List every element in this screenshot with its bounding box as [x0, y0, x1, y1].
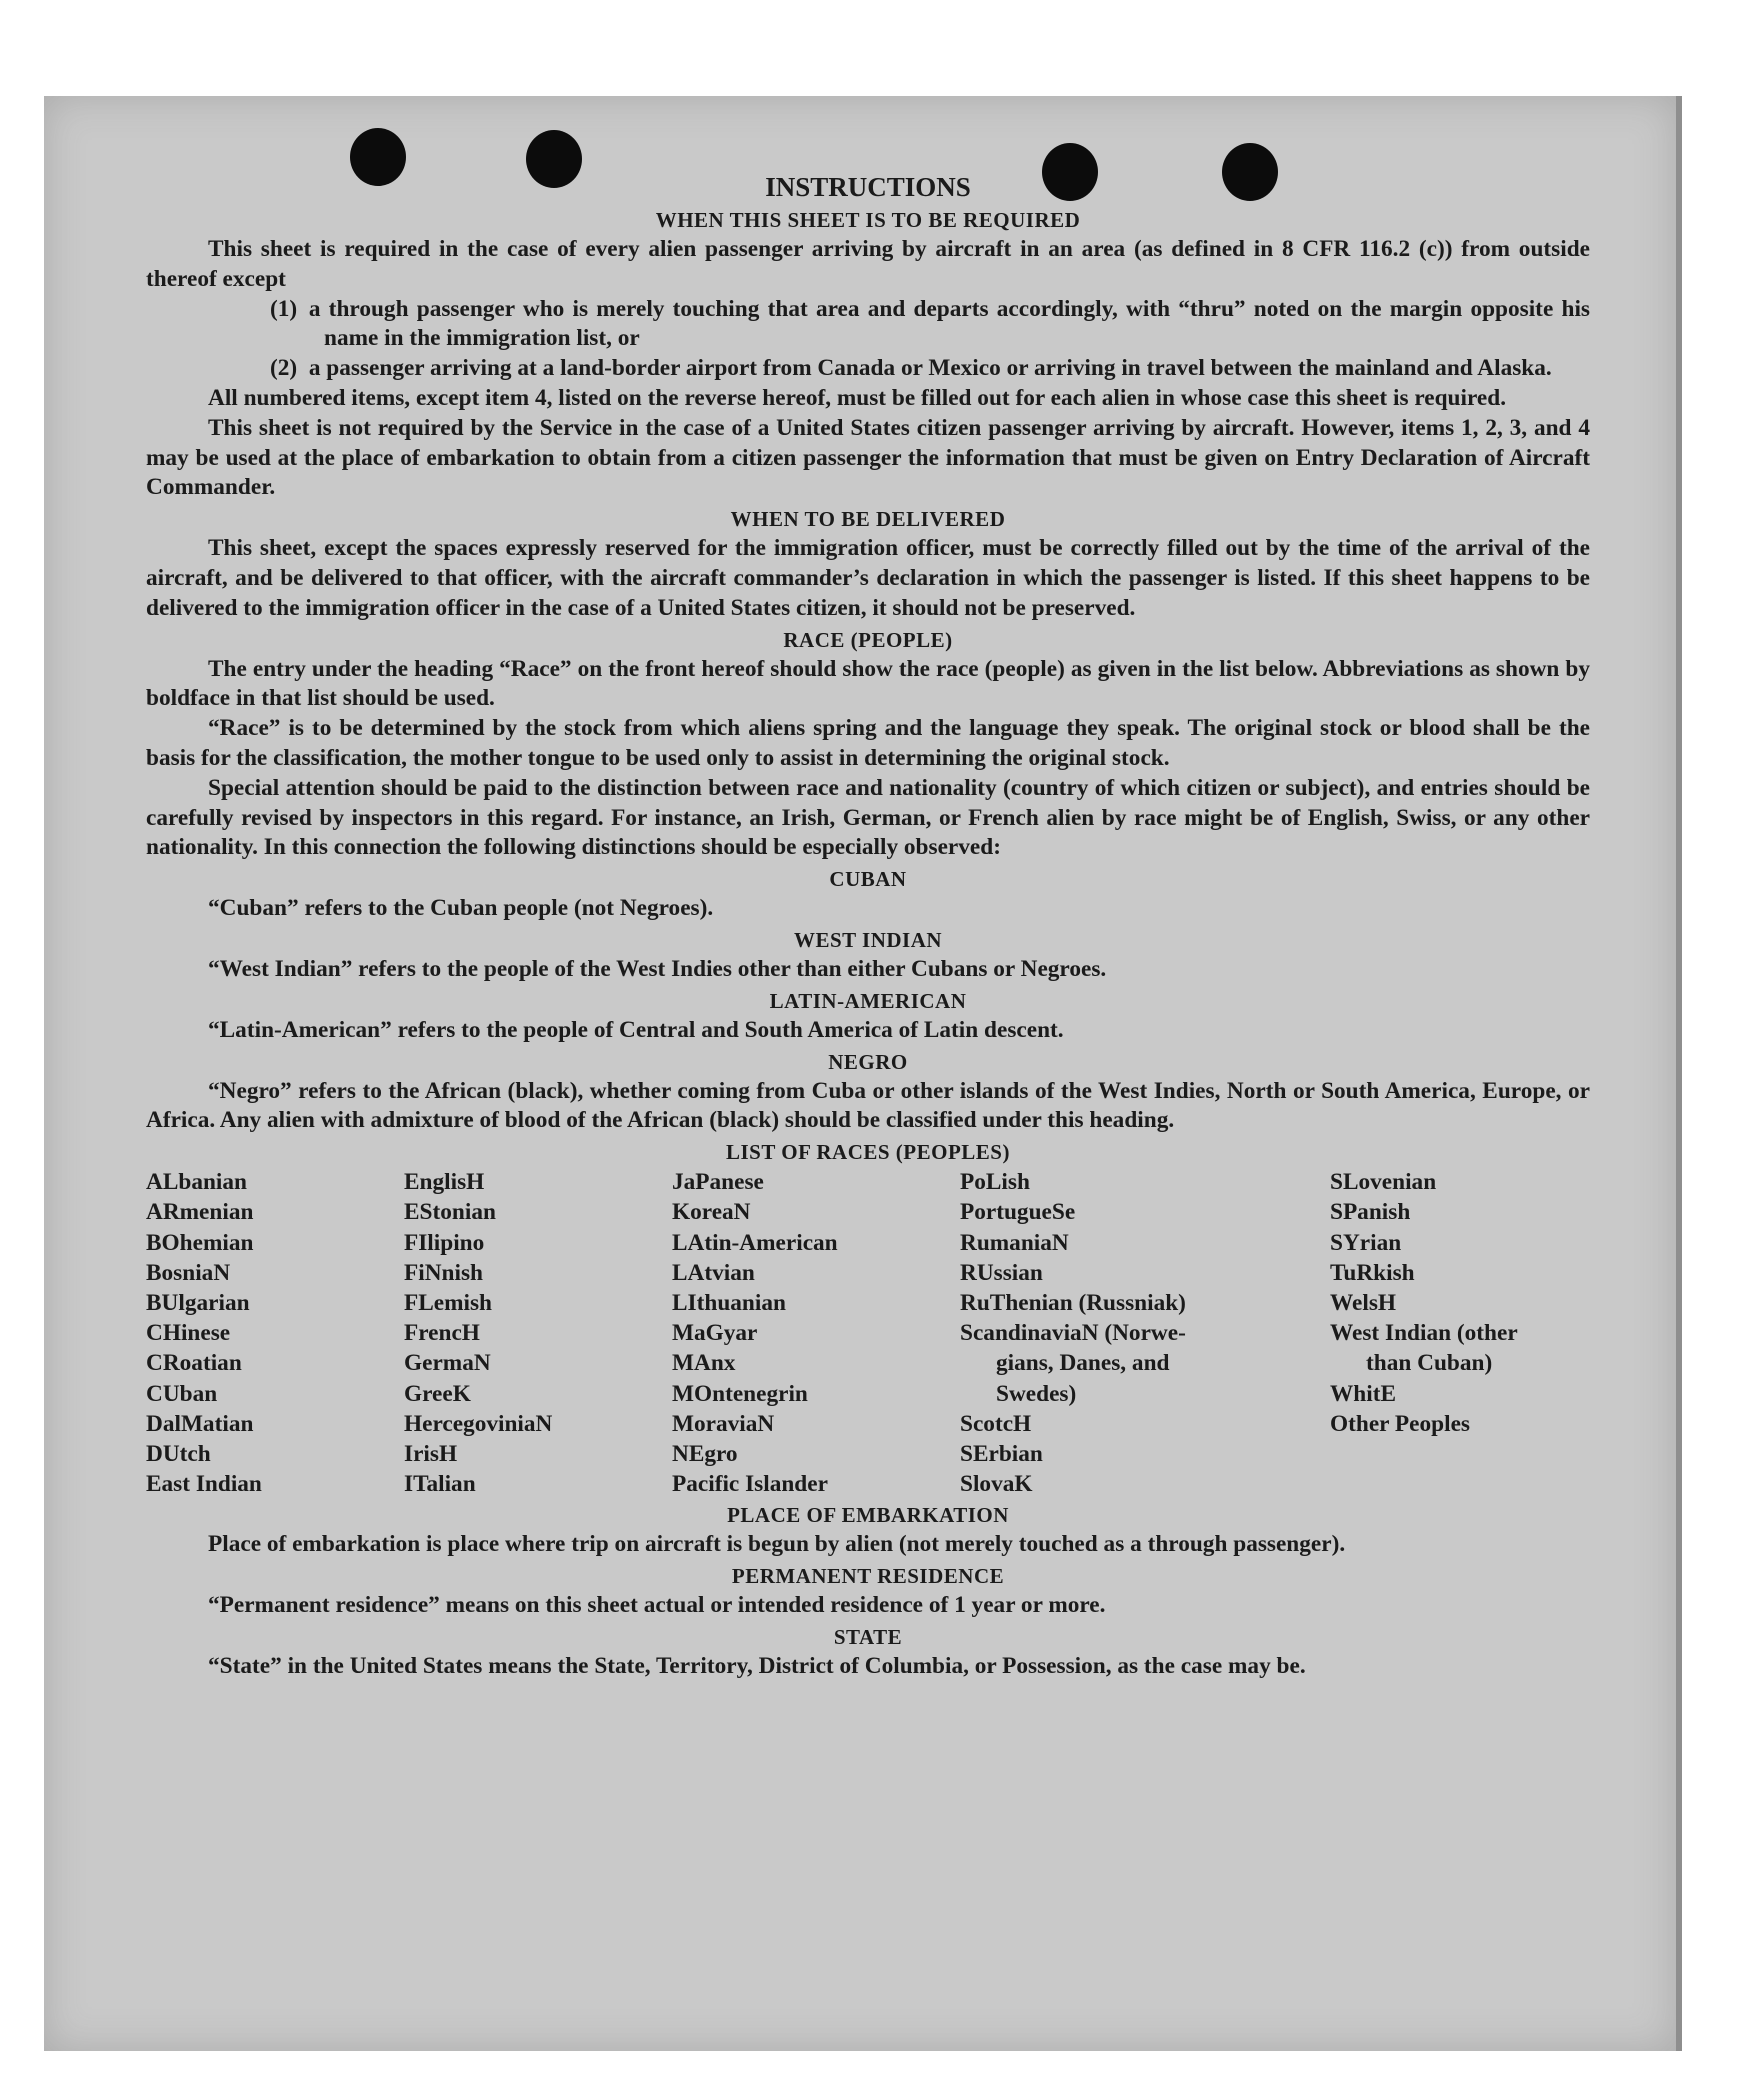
heading-list-of-races: LIST OF RACES (PEOPLES) [726, 1140, 1010, 1165]
race-entry: RumaniaN [960, 1229, 1069, 1256]
heading-west-indian: WEST INDIAN [793, 927, 943, 952]
paragraph: This sheet is required in the case of every alien passenger arriving by aircraft in an area (as defined in 8 CFR 116.2 (c)) from outside thereof except [146, 236, 1590, 292]
race-column [1330, 1167, 1590, 1499]
paragraph: All numbered items, except item 4, listed on the reverse hereof, must be filled out for each alien in whose case this sheet is required. [208, 384, 1507, 411]
race-entry: than Cuban) [1366, 1350, 1493, 1377]
race-entry: BUlgarian [146, 1289, 250, 1316]
paragraph: “Negro” refers to the African (black), whether coming from Cuba or other islands of the West Indies, North or South America, Europe, or Africa. Any alien with admixture of blood of the African (black) should be classified under this heading. [146, 1077, 1590, 1134]
race-entry: SYrian [1330, 1229, 1402, 1256]
race-entry: KoreaN [672, 1199, 751, 1226]
heading-embarkation: PLACE OF EMBARKATION [727, 1503, 1009, 1528]
race-entry: ALbanian [146, 1169, 248, 1196]
race-entry: FiNnish [404, 1259, 483, 1286]
paragraph: The entry under the heading “Race” on the front hereof should show the race (people) as given in the list below. Abbreviations as shown by boldface in that list should be used. [146, 655, 1590, 712]
race-entry: FIlipino [404, 1229, 485, 1256]
race-entry: LIthuanian [672, 1289, 786, 1316]
race-entry: CRoatian [146, 1350, 242, 1377]
race-entry: EStonian [404, 1199, 496, 1226]
heading-state: STATE [833, 1624, 903, 1649]
race-entry: IrisH [404, 1440, 458, 1467]
paragraph: “Race” is to be determined by the stock from which aliens spring and the language they speak. The original stock or blood shall be the basis for the classification, the mother tongue to be used only to assist in determining the original stock. [146, 715, 1590, 771]
race-column [960, 1167, 1330, 1499]
race-entry: TuRkish [1330, 1259, 1415, 1286]
race-entry: JaPanese [672, 1169, 764, 1196]
sheet-edge [1676, 96, 1682, 2051]
race-entry: BOhemian [146, 1229, 254, 1256]
race-entry: MaGyar [672, 1320, 758, 1347]
race-entry: SlovaK [960, 1471, 1033, 1498]
heading-cuban: CUBAN [829, 867, 907, 892]
list-item: (2) a passenger arriving at a land-border airport from Canada or Mexico or arriving in travel between the mainland and Alaska. [270, 355, 1552, 382]
race-entry: East Indian [146, 1471, 262, 1498]
race-entry: RuThenian (Russniak) [960, 1289, 1186, 1316]
race-entry: CUban [146, 1380, 218, 1407]
race-entry: HercegoviniaN [404, 1410, 553, 1437]
race-entry: gians, Danes, and [996, 1350, 1170, 1377]
paragraph: Special attention should be paid to the distinction between race and nationality (country of which citizen or subject), and entries should be carefully revised by inspectors in this regard. For instance, an Irish, German, or French alien by race might be of English, Swiss, or any other nationality. In this connection the following distinctions should be especially observed: [146, 774, 1590, 861]
race-entry: GreeK [404, 1380, 471, 1407]
race-entry: MoraviaN [672, 1410, 775, 1437]
race-entry: RUssian [960, 1259, 1043, 1286]
race-entry: FLemish [404, 1289, 493, 1316]
race-entry: West Indian (other [1330, 1320, 1518, 1347]
heading-when-delivered: WHEN TO BE DELIVERED [730, 507, 1006, 532]
paragraph: Place of embarkation is place where trip on aircraft is begun by alien (not merely touched as a through passenger). [208, 1531, 1346, 1558]
heading-race: RACE (PEOPLE) [783, 627, 953, 652]
race-entry: ScandinaviaN (Norwe- [960, 1320, 1186, 1347]
race-entry: DalMatian [146, 1410, 254, 1437]
race-column [146, 1167, 404, 1499]
paragraph: “Latin-American” refers to the people of Central and South America of Latin descent. [208, 1016, 1064, 1043]
race-column [672, 1167, 960, 1499]
heading-permanent-residence: PERMANENT RESIDENCE [731, 1564, 1005, 1589]
race-entry: SPanish [1330, 1199, 1411, 1226]
race-entry: DUtch [146, 1440, 211, 1467]
race-entry: SLovenian [1330, 1169, 1437, 1196]
race-entry: ScotcH [960, 1410, 1032, 1437]
heading-when-required: WHEN THIS SHEET IS TO BE REQUIRED [655, 208, 1081, 232]
race-entry: PoLish [960, 1169, 1030, 1196]
paragraph: This sheet is not required by the Service in the case of a United States citizen passenger arriving by aircraft. However, items 1, 2, 3, and 4 may be used at the place of embarkation to obtain from a citizen passenger the information that must be given on Entry Declaration of Aircraft Commander. [146, 414, 1590, 501]
paragraph: “Cuban” refers to the Cuban people (not Negroes). [208, 895, 714, 922]
race-entry: NEgro [672, 1440, 738, 1467]
race-entry: SErbian [960, 1440, 1043, 1467]
race-entry: CHinese [146, 1320, 231, 1347]
heading-negro: NEGRO [828, 1049, 908, 1074]
paragraph: “West Indian” refers to the people of the West Indies other than either Cubans or Negroes. [208, 955, 1107, 982]
list-item: (1) a through passenger who is merely touching that area and departs accordingly, with “thru” noted on the margin opposite his name in the immigration list, or [270, 295, 1590, 352]
race-entry: LAtvian [672, 1259, 755, 1286]
paragraph: “State” in the United States means the State, Territory, District of Columbia, or Possession, as the case may be. [208, 1652, 1306, 1679]
paragraph: This sheet, except the spaces expressly reserved for the immigration officer, must be correctly filled out by the time of the arrival of the aircraft, and be delivered to that officer, with the aircraft commander’s declaration in which the passenger is listed. If this sheet happens to be delivered to the immigration officer in the case of a United States citizen, it should not be preserved. [146, 535, 1590, 621]
race-entry: Swedes) [996, 1380, 1077, 1407]
race-entry: PortugueSe [960, 1199, 1076, 1226]
race-entry: Other Peoples [1330, 1410, 1470, 1437]
paragraph: “Permanent residence” means on this sheet actual or intended residence of 1 year or more. [208, 1592, 1106, 1619]
instructions-body [146, 170, 1590, 1682]
race-entry: BosniaN [146, 1259, 231, 1286]
race-entry: GermaN [404, 1350, 491, 1377]
race-entry: LAtin-American [672, 1229, 838, 1256]
race-column [404, 1167, 672, 1499]
race-entry: EnglisH [404, 1169, 485, 1196]
race-entry: WhitE [1330, 1380, 1397, 1407]
race-entry: WelsH [1330, 1289, 1397, 1316]
race-entry: FrencH [404, 1320, 480, 1347]
race-entry: MAnx [672, 1350, 736, 1377]
race-entry: ITalian [404, 1471, 476, 1498]
race-entry: Pacific Islander [672, 1471, 828, 1498]
heading-latin-american: LATIN-AMERICAN [769, 988, 967, 1013]
race-entry: ARmenian [146, 1199, 254, 1226]
race-list [146, 1167, 1590, 1499]
page-title: INSTRUCTIONS [765, 172, 971, 202]
race-entry: MOntenegrin [672, 1380, 808, 1407]
